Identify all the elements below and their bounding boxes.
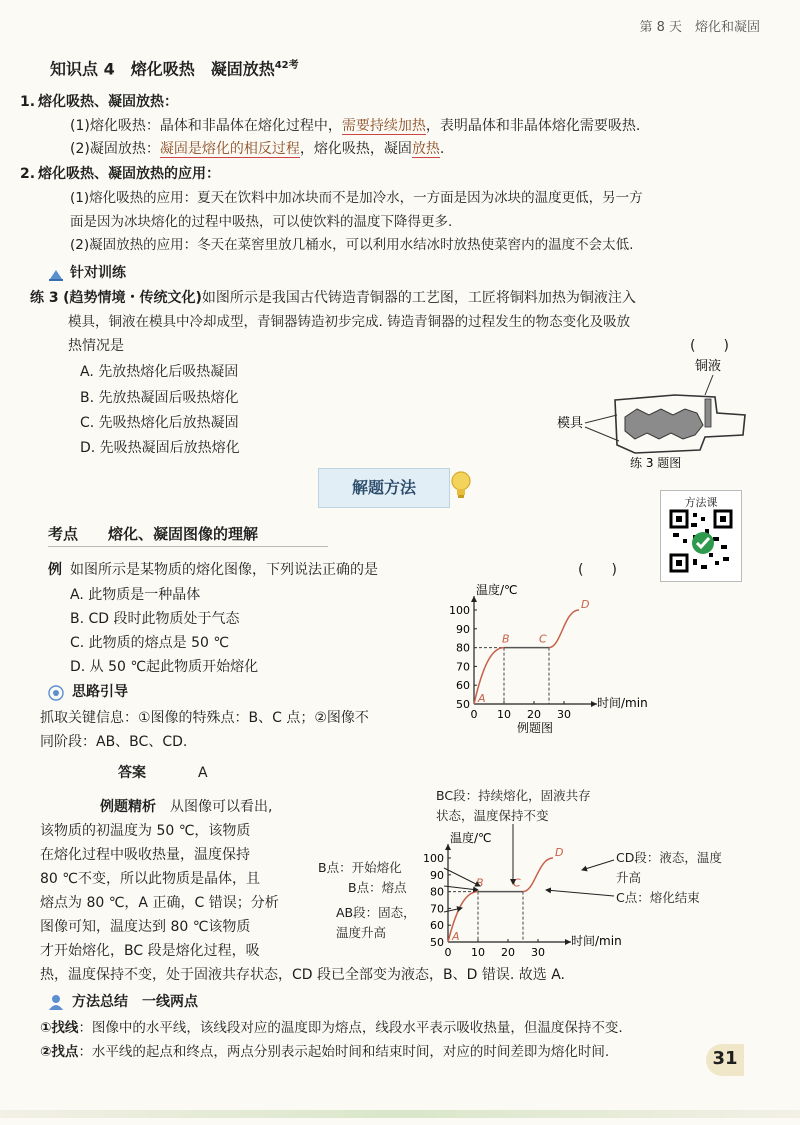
page-number-badge [706, 1044, 744, 1076]
p1-line1-a: (1)熔化吸热：晶体和非晶体在熔化过程中， [70, 118, 342, 134]
ex3-option-d[interactable]: D. 先吸热凝固后放热熔化 [80, 440, 240, 456]
point-label-d: D [555, 846, 564, 859]
day-header: 第 8 天 熔化和凝固 [639, 20, 760, 35]
p1-line2-b: 凝固是熔化的相反过程 [159, 141, 300, 157]
p1-line1-b: 需要持续加热 [341, 118, 426, 134]
x-tick-label: 30 [531, 946, 545, 959]
p1-number: 1. [20, 94, 36, 110]
ex3-bracket: ( ) [690, 338, 729, 354]
fig-caption-ex3: 练 3 题图 [630, 456, 682, 470]
annot-ab-1: AB段：固态， [336, 905, 416, 920]
p2-heading: 熔化吸热、凝固放热的应用： [38, 166, 220, 182]
y-axis-label: 温度/℃ [450, 831, 492, 845]
annot-b-start: B点：开始熔化 [318, 860, 402, 875]
y-tick-label: 50 [430, 936, 444, 949]
liquid-pointer [705, 375, 713, 395]
kaodian-divider [48, 546, 328, 547]
x-tick-label: 30 [557, 708, 571, 721]
x-tick-label: 10 [497, 708, 511, 721]
analysis-line6: 图像可知，温度达到 80 ℃该物质 [40, 919, 251, 935]
point-label-d: D [581, 598, 590, 611]
method-banner-title: 解题方法 [351, 478, 416, 497]
arrow-b-melt [444, 886, 478, 890]
section-tag: 42考 [274, 60, 299, 71]
example-label: 例 [48, 562, 62, 578]
analysis-line7: 才开始熔化，BC 段是熔化过程，吸 [40, 943, 260, 959]
analysis-l1: 从图像可以看出, [170, 799, 273, 815]
ex3-tag: (趋势情境・传统文化) [63, 290, 202, 306]
mold-pointer [585, 415, 619, 441]
p1-line2-e: . [439, 141, 445, 157]
y-tick-label: 70 [430, 902, 444, 916]
qr-card[interactable] [660, 490, 742, 582]
section-title-text: 知识点 4 熔化吸热 凝固放热 [50, 59, 275, 79]
y-tick-label: 80 [430, 885, 444, 899]
ex3-line3: 热情况是 [68, 338, 124, 354]
point-label-a: A [452, 930, 460, 943]
example-option-b[interactable]: B. CD 段时此物质处于气态 [70, 611, 240, 627]
guide-line1: 抓取关键信息：①图像的特殊点：B、C 点；②图像不 [40, 710, 369, 726]
example-option-d[interactable]: D. 从 50 ℃起此物质开始熔化 [70, 659, 259, 675]
p1-line2-c: ，熔化吸热，凝固 [299, 141, 412, 157]
fig-liquid-label: 铜液 [695, 359, 722, 374]
ex3-line2: 模具，铜液在模具中冷却成型，青铜器铸造初步完成. 铸造青铜器的过程发生的物态变化及吸放 [68, 314, 631, 330]
annot-cd-1: CD段：液态，温度 [616, 850, 722, 865]
qr-label: 方法课 [684, 496, 718, 509]
analysis-line2: 该物质的初温度为 50 ℃，该物质 [40, 823, 251, 839]
annot-cd-2: 升高 [616, 870, 642, 885]
example-chart [440, 578, 670, 738]
x-tick-label: 10 [471, 946, 485, 959]
training-icon [48, 266, 64, 280]
annot-b-melt: B点：熔点 [348, 880, 407, 895]
example-option-c[interactable]: C. 此物质的熔点是 50 ℃ [70, 635, 230, 651]
qr-code-icon [669, 509, 733, 573]
training-title: 针对训练 [70, 265, 126, 281]
section-title [50, 56, 299, 79]
summary-l1-b: ：图像中的水平线，该线段对应的温度即为熔点，线段水平表示吸收热量，但温度保持不变. [78, 1020, 623, 1036]
kaodian-title: 熔化、凝固图像的理解 [108, 525, 259, 543]
summary-l2-a: ②找点 [40, 1044, 79, 1060]
mold-figure [555, 355, 755, 470]
pour-channel [705, 399, 711, 427]
p2-line1: (1)熔化吸热的应用：夏天在饮料中加冰块而不是加冷水，一方面是因为冰块的温度更低，另一方 [70, 190, 643, 206]
summary-icon [48, 994, 64, 1014]
bottom-strip [0, 1110, 800, 1118]
y-tick-label: 80 [456, 641, 470, 655]
x-tick-label: 20 [501, 946, 515, 959]
x-axis-label: 时间/min [571, 934, 622, 948]
page-number: 31 [712, 1048, 738, 1069]
answer-label: 答案 [118, 765, 146, 781]
example-option-a[interactable]: A. 此物质是一种晶体 [70, 587, 201, 603]
p2-number: 2. [20, 166, 36, 182]
summary-l2-b: ：水平线的起点和终点，两点分别表示起始时间和结束时间，对应的时间差即为熔化时间. [78, 1044, 610, 1060]
y-tick-label: 60 [456, 679, 470, 693]
arrow-ab [444, 908, 462, 912]
annot-bc-2: 状态，温度保持不变 [436, 808, 549, 823]
ex3-option-b[interactable]: B. 先放热凝固后吸热熔化 [80, 390, 239, 406]
arrow-c-end [546, 890, 614, 896]
y-axis-label: 温度/℃ [476, 583, 518, 597]
arrow-b-start [444, 868, 480, 886]
x-tick-label: 0 [444, 946, 452, 959]
answer-value: A [198, 765, 208, 781]
y-tick-label: 60 [430, 919, 444, 933]
y-tick-label: 50 [456, 698, 470, 711]
analysis-label: 例题精析 [100, 799, 156, 815]
analysis-line1 [100, 797, 272, 817]
example-bracket: ( ) [578, 562, 617, 578]
kaodian-label: 考点 [48, 525, 79, 543]
bronze-cavity [625, 409, 703, 439]
p1-line1-c: ，表明晶体和非晶体熔化需要吸热. [425, 118, 641, 134]
point-label-b: B [476, 876, 484, 890]
fig-caption-example: 例题图 [516, 721, 554, 735]
x-tick-label: 20 [527, 708, 541, 721]
summary-l1-a: ①找线 [40, 1020, 79, 1036]
point-label-b: B [502, 632, 510, 646]
summary-line1 [40, 1018, 623, 1038]
arrow-cd [582, 860, 614, 870]
p1-line2 [70, 139, 444, 159]
ex3-option-c[interactable]: C. 先吸热熔化后放热凝固 [80, 415, 239, 431]
x-tick-label: 0 [470, 708, 478, 721]
annot-bc-1: BC段：持续熔化，固液共存 [436, 788, 591, 803]
summary-line2 [40, 1042, 609, 1062]
guide-title: 思路引导 [72, 684, 128, 700]
point-label-c: C [539, 632, 547, 646]
p1-line2-a: (2)凝固放热： [70, 141, 160, 157]
summary-title: 方法总结 一线两点 [72, 994, 198, 1010]
ex3-label: 练 3 [30, 290, 59, 306]
p1-line1 [70, 116, 640, 136]
fig-mold-label: 模具 [557, 416, 584, 431]
point-label-a: A [478, 692, 486, 705]
ex3-line1 [30, 288, 636, 308]
ex3-line1-text: 如图所示是我国古代铸造青铜器的工艺图，工匠将铜料加热为铜液注入 [201, 290, 636, 306]
point-label-c: C [513, 876, 521, 890]
analysis-line4: 80 ℃不变，所以此物质是晶体，且 [40, 871, 260, 887]
y-tick-label: 90 [456, 622, 470, 636]
y-tick-label: 90 [430, 868, 444, 882]
analysis-line3: 在熔化过程中吸收热量，温度保持 [40, 847, 250, 863]
analysis-line8: 热，温度保持不变，处于固液共存状态，CD 段已全部变为液态，B、D 错误. 故选 A. [40, 967, 565, 983]
x-axis-label: 时间/min [597, 696, 648, 710]
guide-icon [48, 685, 64, 705]
example-stem: 如图所示是某物质的熔化图像，下列说法正确的是 [70, 562, 378, 578]
p2-line2: 面是因为冰块熔化的过程中吸热，可以使饮料的温度下降得更多. [70, 214, 453, 230]
annotation-arrows [400, 820, 640, 940]
analysis-line5: 熔点为 80 ℃，A 正确，C 错误；分析 [40, 895, 279, 911]
annot-c-end: C点：熔化结束 [616, 890, 700, 905]
y-tick-label: 100 [449, 604, 470, 617]
guide-line2: 同阶段：AB、BC、CD. [40, 734, 188, 750]
segment-cd [549, 610, 579, 648]
y-tick-label: 100 [423, 852, 444, 865]
p1-heading: 熔化吸热、凝固放热： [38, 94, 178, 110]
p1-line2-d: 放热 [411, 141, 440, 157]
annot-ab-2: 温度升高 [336, 925, 387, 940]
y-tick-label: 70 [456, 660, 470, 674]
p2-line3: (2)凝固放热的应用：冬天在菜窖里放几桶水，可以利用水结冰时放热使菜窖内的温度不会太低. [70, 237, 634, 253]
method-banner [318, 468, 450, 508]
ex3-option-a[interactable]: A. 先放热熔化后吸热凝固 [80, 364, 239, 380]
lightbulb-icon [450, 470, 472, 506]
